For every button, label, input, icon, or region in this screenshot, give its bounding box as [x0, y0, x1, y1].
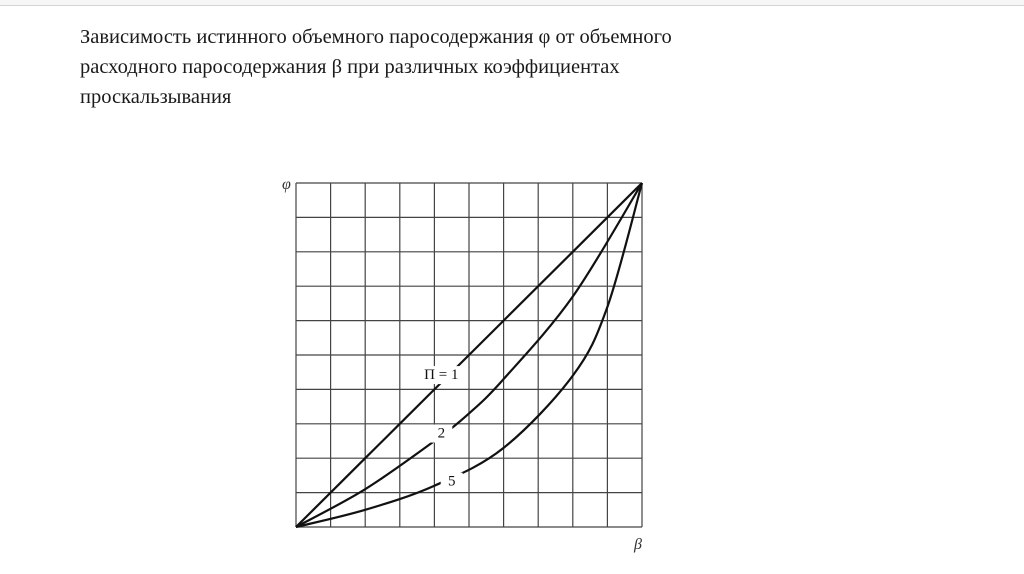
y-axis-label: φ: [282, 176, 291, 193]
curve-label-2: 2: [437, 425, 446, 442]
curve-label-3: 5: [447, 473, 456, 490]
slide-title: Зависимость истинного объемного паросодержания φ от объемного расходного паросодержания β при различных коэффициентах проскальзывания: [80, 26, 672, 108]
curve-label-1: П = 1: [424, 367, 459, 384]
chart-curve-labels: [416, 366, 466, 491]
x-axis-label: β: [634, 536, 642, 553]
